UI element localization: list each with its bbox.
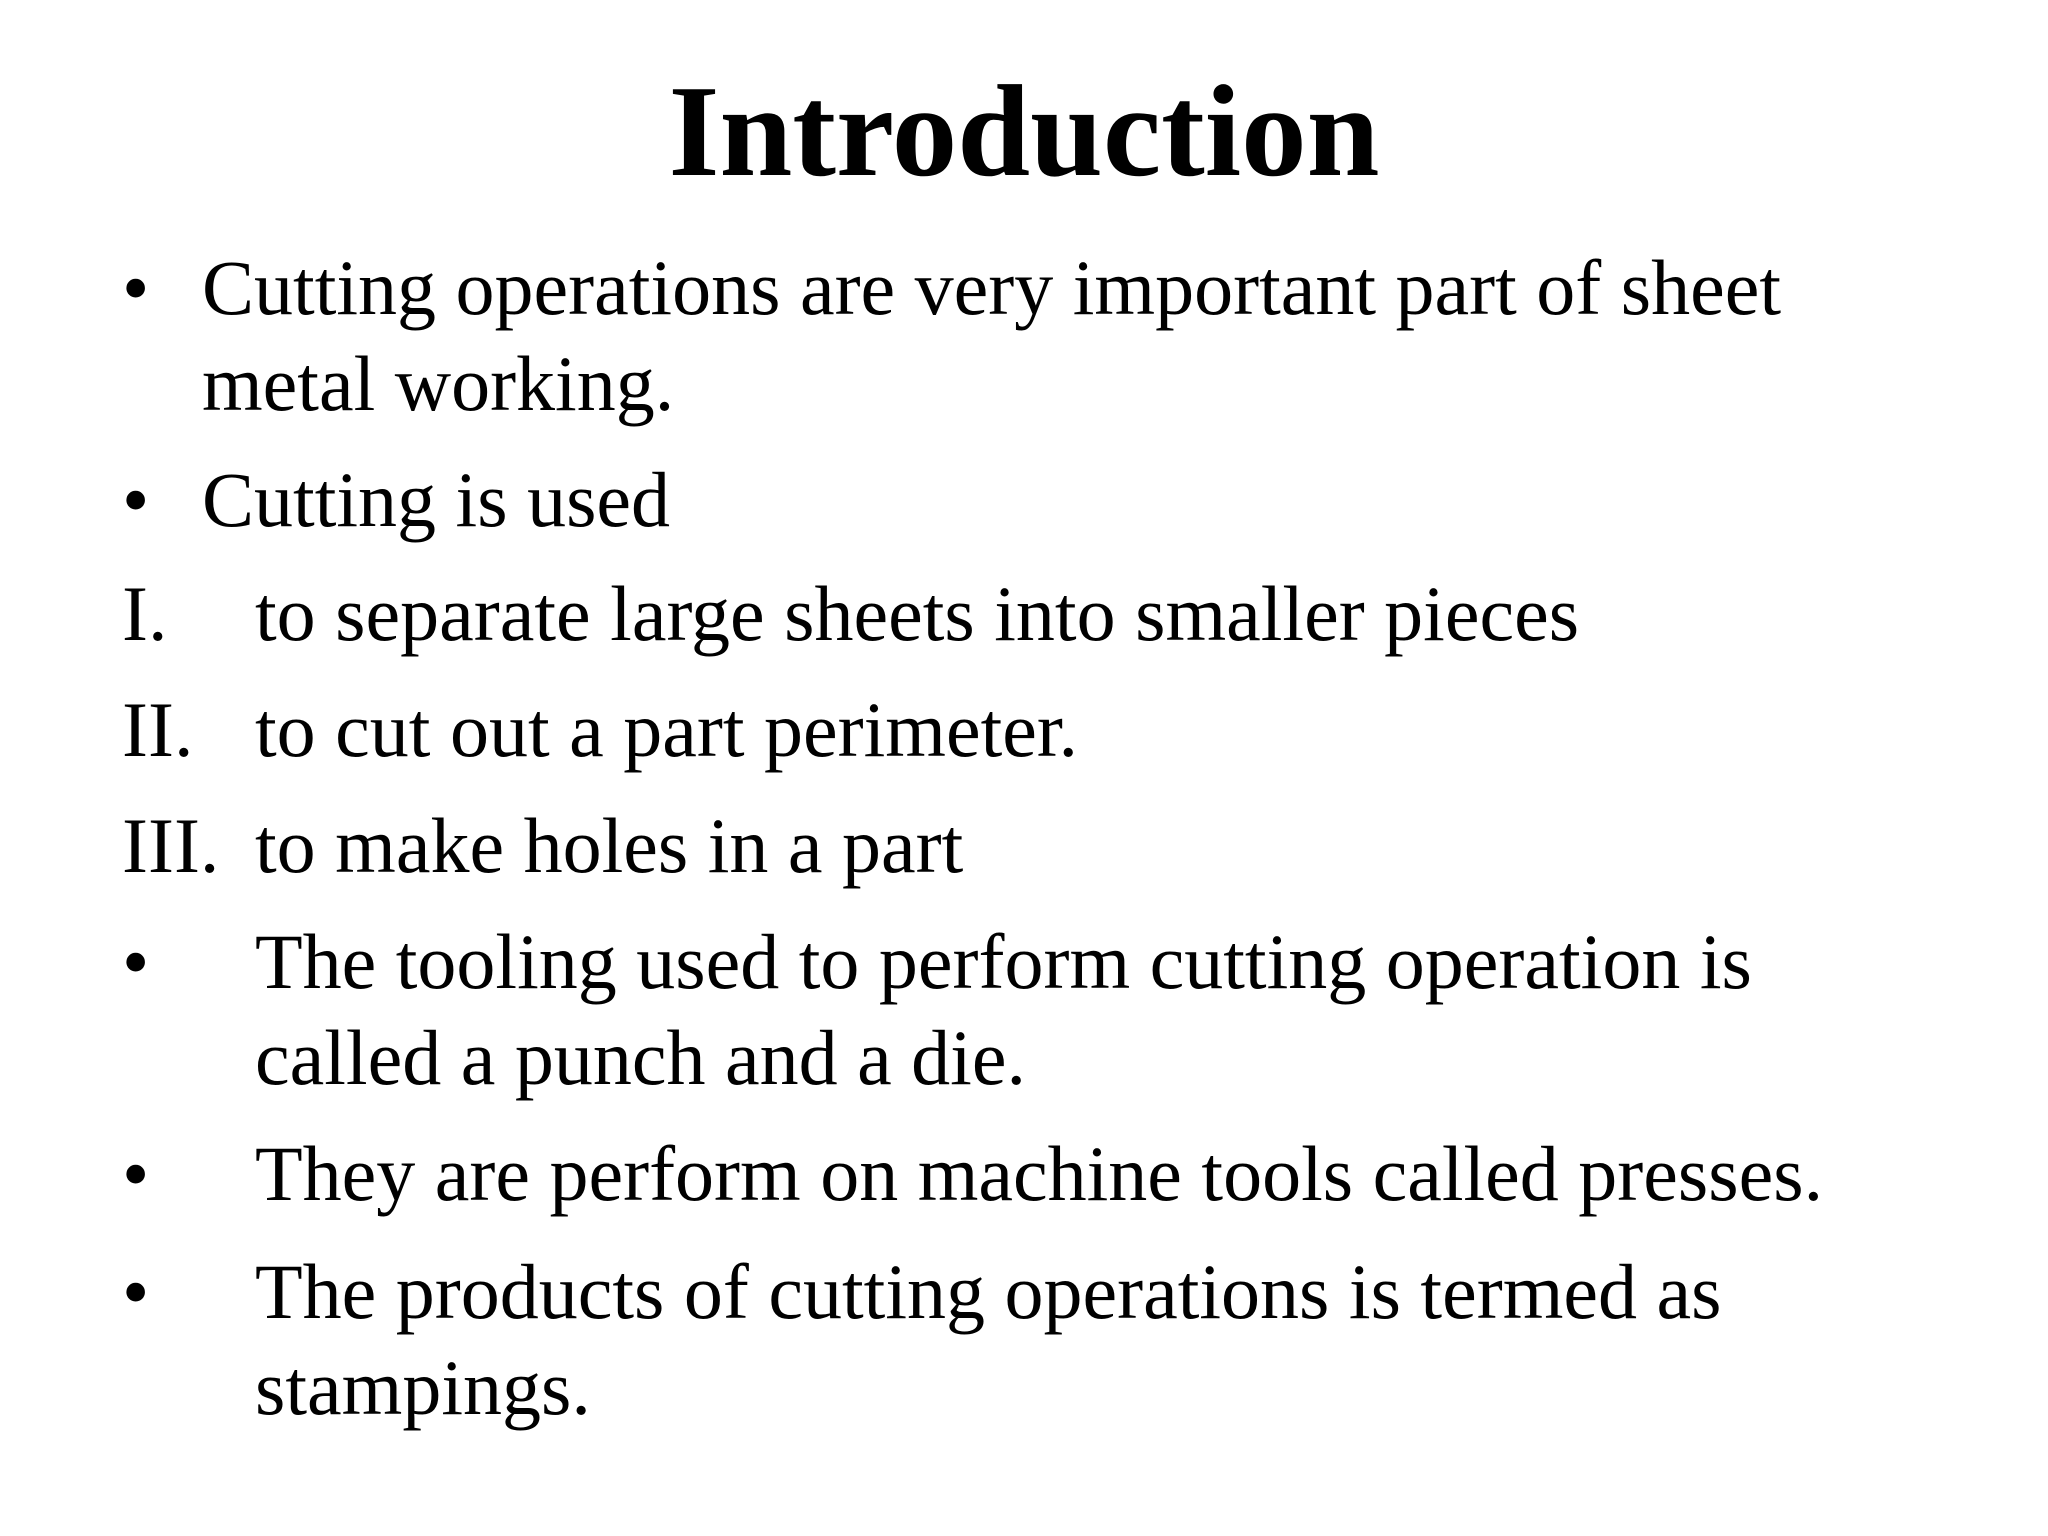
bullet-marker: •: [122, 1130, 150, 1217]
list-item-text: They are perform on machine tools called presses.: [255, 1130, 1824, 1217]
bullet-marker: •: [122, 244, 150, 331]
roman-numeral-marker: III.: [122, 802, 220, 889]
list-item-text: to cut out a part perimeter.: [255, 686, 1079, 773]
list-item-text: The products of cutting operations is termed as: [255, 1248, 1722, 1335]
list-item-text: to separate large sheets into smaller pieces: [255, 570, 1580, 657]
roman-numeral-marker: II.: [122, 686, 194, 773]
bullet-marker: •: [122, 456, 150, 543]
bullet-marker: •: [122, 1248, 150, 1335]
list-item-text: Cutting is used: [202, 456, 671, 543]
list-item-text: called a punch and a die.: [255, 1014, 1026, 1101]
roman-numeral-marker: I.: [122, 570, 168, 657]
list-item-text: stampings.: [255, 1344, 591, 1431]
list-item-text: metal working.: [202, 340, 675, 427]
list-item-text: Cutting operations are very important part of sheet: [202, 244, 1782, 331]
slide-title: Introduction: [668, 59, 1380, 204]
list-item-text: to make holes in a part: [255, 802, 964, 889]
list-item-text: The tooling used to perform cutting operation is: [255, 918, 1752, 1005]
bullet-marker: •: [122, 918, 150, 1005]
